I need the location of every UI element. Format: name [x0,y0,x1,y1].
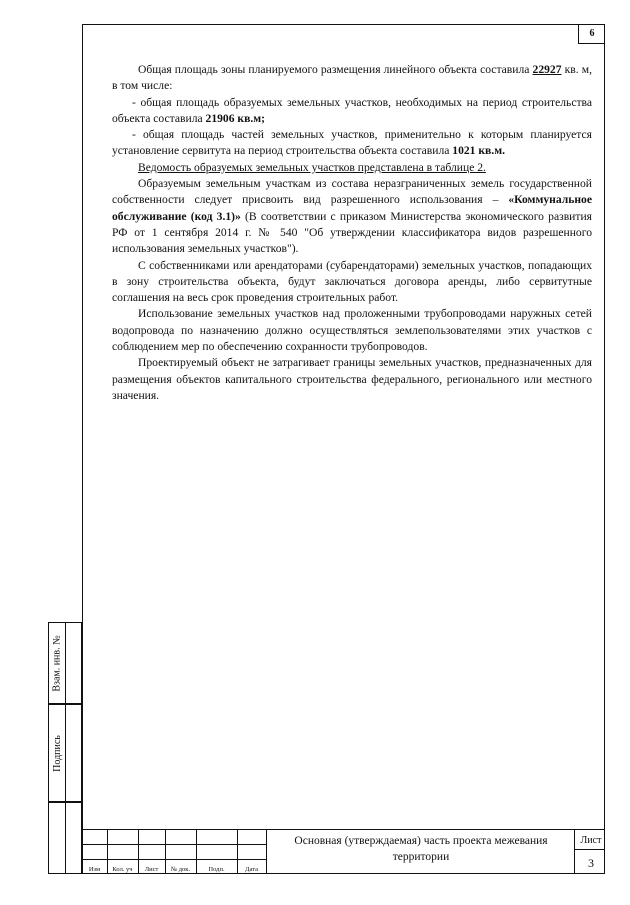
header-izm: Изм [88,866,101,873]
title-block [82,829,605,874]
text: Образуемым земельным участкам из состава неразграниченных земель государственной собственности следует присвоить вид разрешенного использования – [112,177,592,207]
stamp-podpis [48,704,82,802]
document-body [112,62,592,404]
text: Общая площадь зоны планируемого размещения линейного объекта составила [138,63,533,76]
page-number: 6 [578,24,605,44]
paragraph-boundaries: Проектируемый объект не затрагивает границы земельных участков, предназначенных для размещения объектов капитального строительства федерального, регионального или местного значения. [112,356,592,402]
text: - общая площадь образуемых земельных участков, необходимых на период строительства объекта составила [112,95,592,125]
stamp-blank [48,802,82,874]
header-data: Дата [245,866,258,873]
sheet-number: 3 [588,856,594,870]
header-podp: Подп. [208,866,225,873]
formed-plots-area-value: 21906 кв.м; [205,111,266,125]
text: - общая площадь частей земельных участков, применительно к которым планируется установление сервитута на период строительства объекта составила [112,128,592,158]
text: кв. м, в том числе: [112,63,592,93]
header-list: Лист [144,866,159,873]
sheet-label: Лист [580,835,602,846]
stamp-label-podpis: Подпись [52,734,64,772]
paragraph-pipelines: Использование земельных участков над проложенными трубопроводами наружных сетей водопровода по назначению должно осуществляться землепользователями этих участков с соблюдением мер по обеспечению сохранности трубопроводов. [112,307,592,354]
text: (В соответствии с приказом Министерства экономического развития РФ от 1 сентября 2014 г. № 540 "Об утверждении классификатора видов разрешенного использования земельных участков"). [112,209,592,256]
paragraph-owners: С собственниками или арендаторами (субарендаторами) земельных участков, попадающих в зону строительства объекта, будут заключаться договора аренды, либо сервитутные соглашения на весь срок проведения строительных работ. [112,258,592,305]
permitted-use-code: «Коммунальное обслуживание (код 3.1)» [112,193,592,223]
paragraph-table-reference [112,160,592,176]
paragraph-formed-plots-area [112,95,592,128]
stamp-label-vzam-inv: Взам. инв. № [52,634,64,692]
document-title: Основная (утверждаемая) часть проекта межевания территории [294,835,548,863]
header-n-dok: № док. [170,866,191,873]
paragraph-total-area [112,62,592,95]
header-kol-uch: Кол. уч [112,866,133,873]
table-reference: Ведомость образуемых земельных участков представлена в таблице 2. [138,160,486,174]
stamp-vzam-inv [48,622,82,704]
servitude-area-value: 1021 кв.м. [452,144,506,158]
total-area-value: 22927 [532,63,562,76]
paragraph-permitted-use [112,176,592,257]
paragraph-servitude-area [112,127,592,160]
